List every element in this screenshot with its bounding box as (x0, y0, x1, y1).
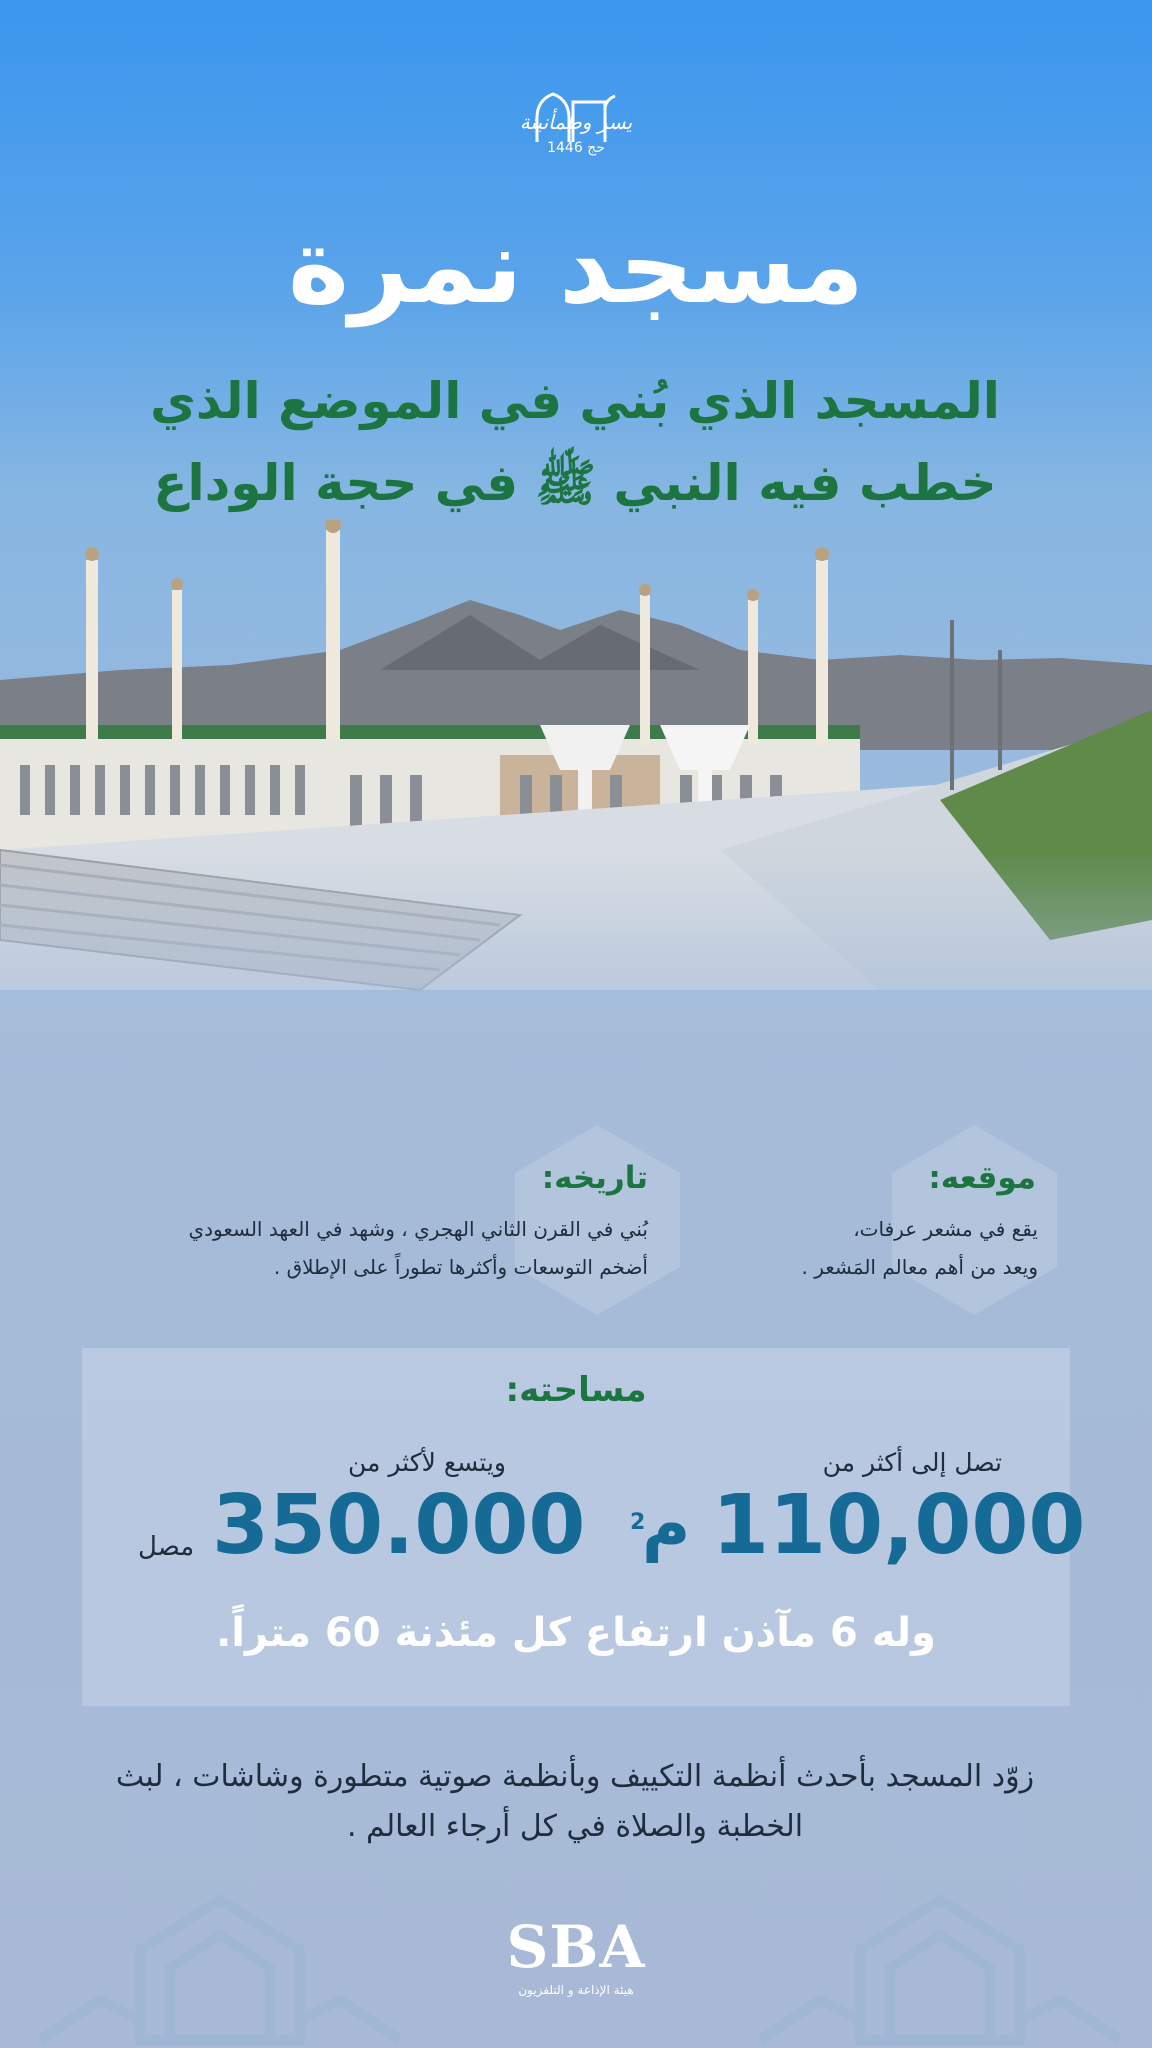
islamic-pattern-icon (40, 1890, 400, 2048)
subtitle-line-2: خطب فيه النبي ﷺ في حجة الوداع (153, 454, 997, 512)
minarets-text: وله 6 مآذن ارتفاع كل مئذنة 60 متراً. (216, 1610, 936, 1656)
sba-logo-mark: SBA (506, 1913, 646, 1981)
features-text (60, 1752, 1090, 1852)
islamic-pattern-icon (760, 1890, 1120, 2048)
area-box (82, 1348, 1086, 1706)
brand-logo (516, 88, 636, 156)
capacity-unit: مصل (138, 1532, 195, 1562)
sba-logo (476, 1915, 676, 1997)
location-line-1: يقع في مشعر عرفات، (853, 1217, 1038, 1241)
history-line-1: بُني في القرن الثاني الهجري ، وشهد في العهد السعودي (188, 1217, 648, 1241)
page-title: مسجد نمرة (287, 205, 865, 327)
capacity-lead: ويتسع لأكثر من (348, 1448, 506, 1477)
location-title: موقعه: (928, 1160, 1036, 1196)
features-line-1: زوّد المسجد بأحدث أنظمة التكييف وبأنظمة صوتية متطورة وشاشات ، لبث (115, 1759, 1035, 1794)
history-line-2: أضخم التوسعات وأكثرها تطوراً على الإطلاق . (273, 1255, 648, 1279)
brand-logo-text: يسر وطمأنينة (519, 110, 633, 134)
history-text (90, 1210, 648, 1286)
mosque-photo (0, 520, 1152, 1090)
location-text (700, 1210, 1038, 1286)
area-title: مساحته: (505, 1370, 647, 1410)
subtitle (140, 360, 1010, 524)
sba-logo-subtitle: هيئة الإذاعة و التلفزيون (518, 1983, 634, 1997)
hajj-year: حج 1446 (547, 140, 605, 156)
area-value: 110,000 (712, 1478, 1086, 1573)
location-line-2: ويعد من أهم معالم المَشعر . (801, 1255, 1038, 1279)
area-unit: م (642, 1486, 691, 1563)
capacity-value: 350.000 (212, 1478, 586, 1573)
subtitle-line-1: المسجد الذي بُني في الموضع الذي (150, 372, 1000, 430)
features-line-2: الخطبة والصلاة في كل أرجاء العالم . (346, 1809, 804, 1844)
area-lead: تصل إلى أكثر من (822, 1448, 1002, 1477)
history-title: تاريخه: (541, 1160, 648, 1196)
area-unit-sup: 2 (630, 1510, 646, 1535)
